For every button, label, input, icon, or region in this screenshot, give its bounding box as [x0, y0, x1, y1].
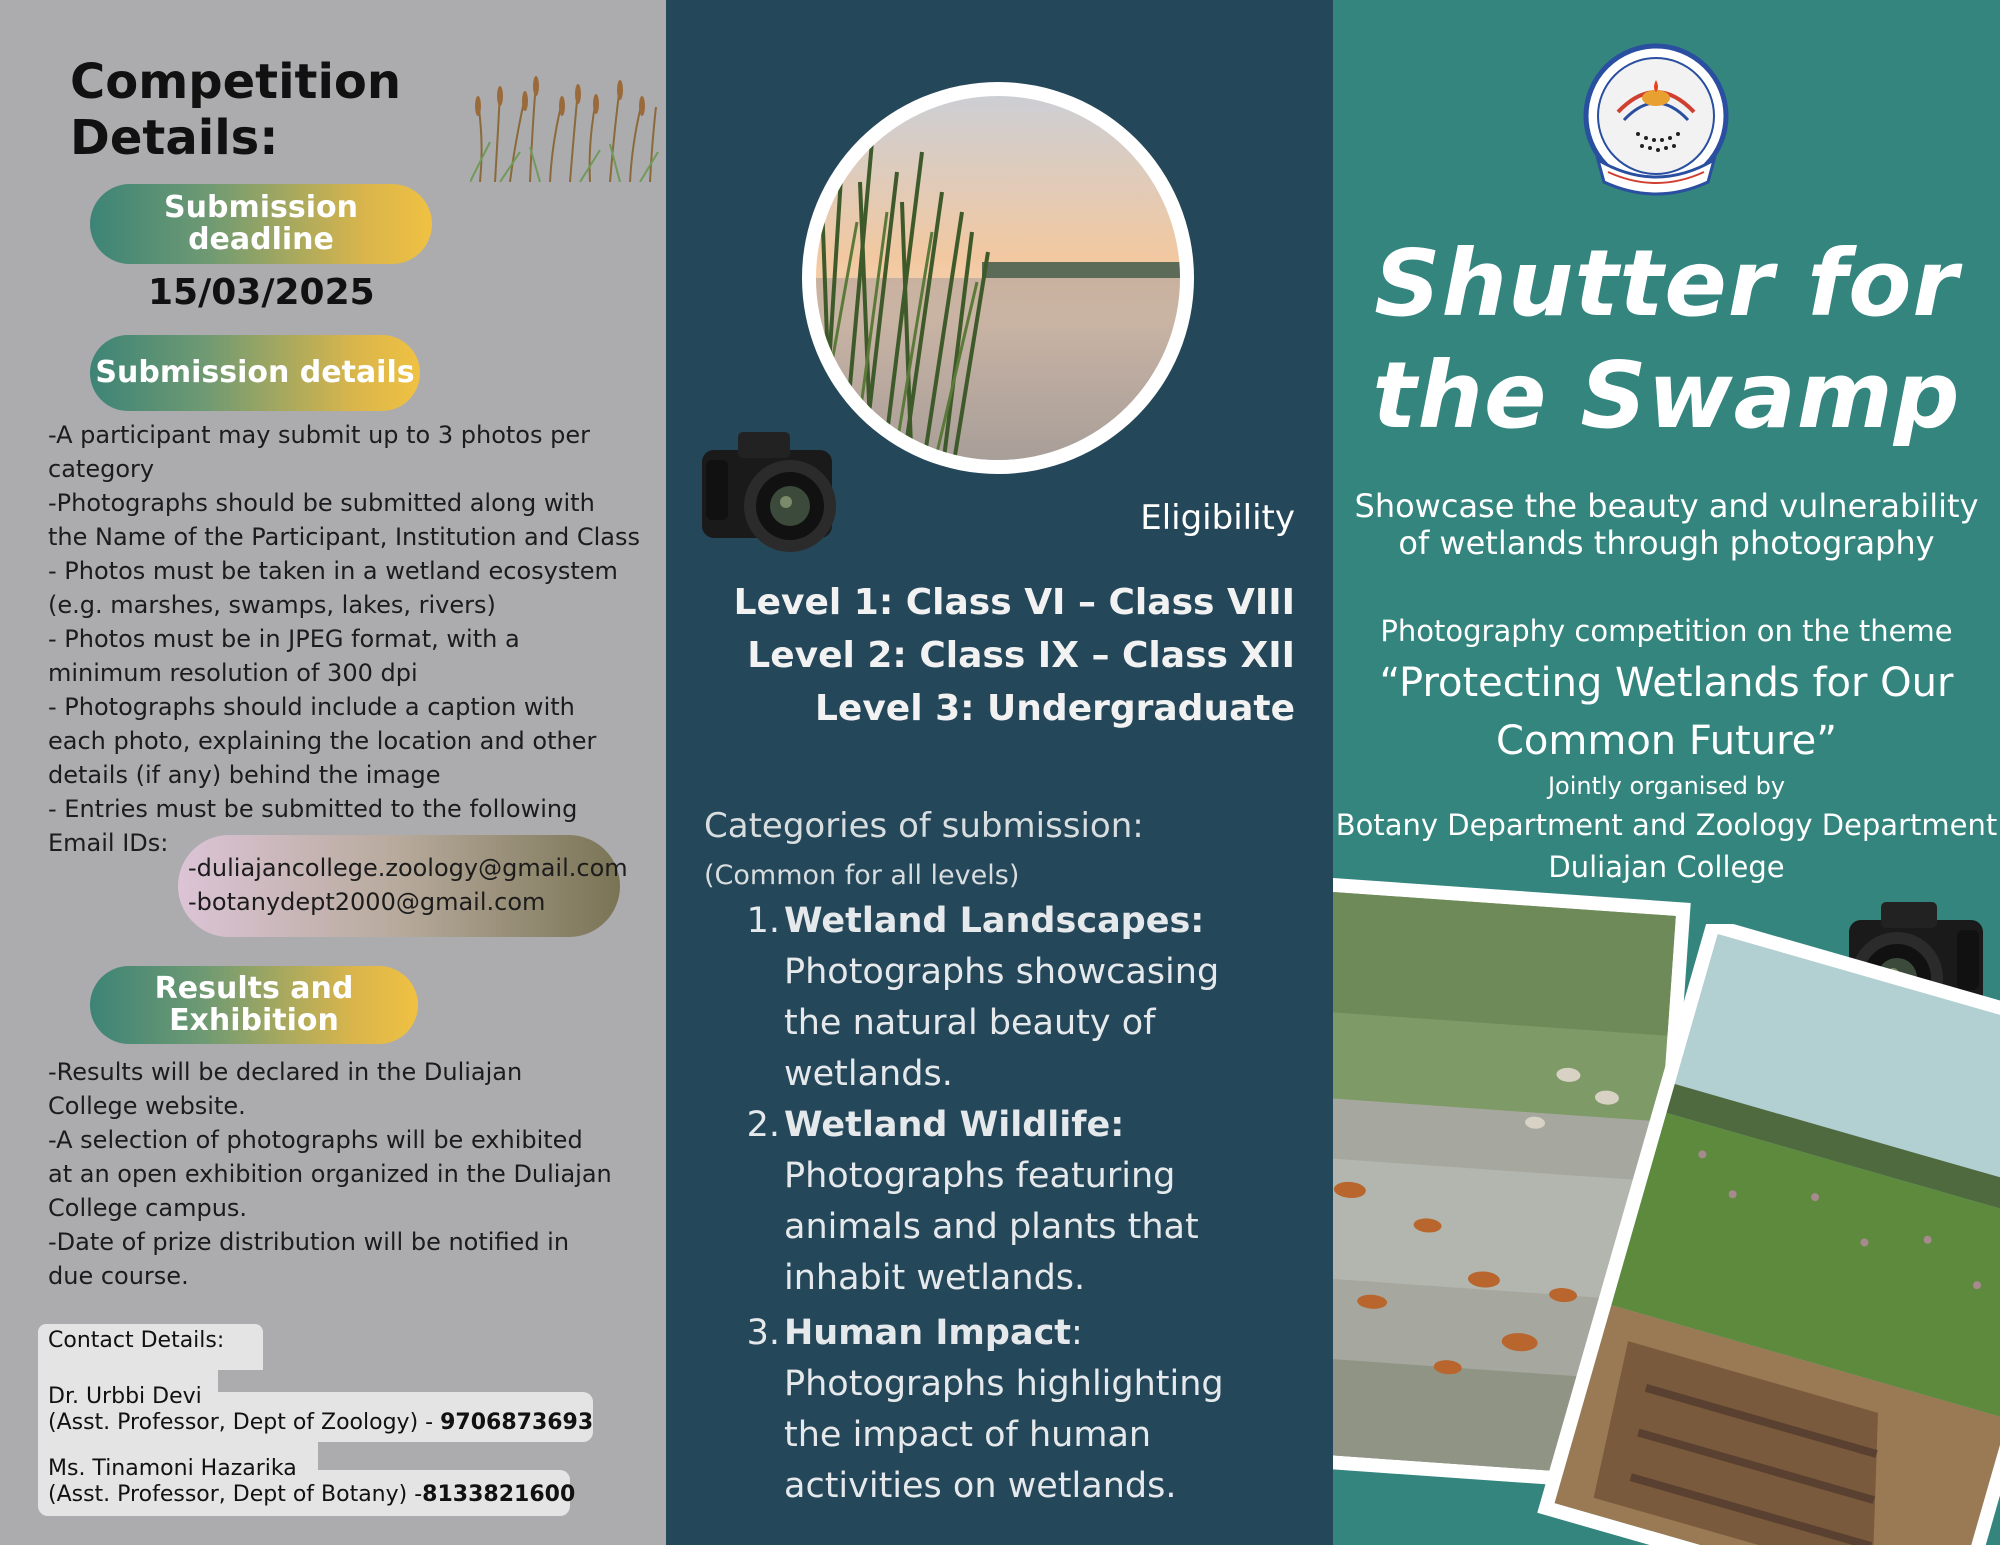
level-3: Level 3: Undergraduate: [814, 688, 1295, 729]
submission-deadline-pill: Submission deadline: [90, 184, 432, 264]
contact-title: Contact Details:: [48, 1328, 225, 1353]
camera-icon: [694, 420, 842, 560]
event-title: Shutter for the Swamp: [1372, 230, 1961, 449]
college-emblem-logo: [1578, 42, 1734, 198]
tagline: Showcase the beauty and vulnerability of wetlands through photography: [1354, 487, 1979, 562]
results-list: -Results will be declared in the Duliajan College website. -A selection of photographs will be exhibited at an open exhibition organized in the Duliajan College campus. -Date of prize distribution will be notified in due course.: [48, 1058, 612, 1290]
eligibility-title: Eligibility: [1140, 498, 1295, 538]
submission-details-pill: Submission details: [90, 335, 420, 411]
email-botany-link[interactable]: -botanydept2000@gmail.com: [188, 888, 546, 916]
categories-list: [736, 896, 1326, 1512]
organised-by: Jointly organised by: [1547, 772, 1786, 800]
email-zoology-link[interactable]: -duliajancollege.zoology@gmail.com: [188, 854, 628, 882]
right-panel: [1333, 0, 2000, 1545]
categories-note: (Common for all levels): [704, 860, 1020, 891]
contact-details: Contact Details: Dr. Urbbi Devi (Asst. Professor, Dept of Zoology) - 9706873693 Ms. Tinamoni Hazarika (Asst. Professor, Dept of Botany) -8133821600: [48, 1328, 594, 1507]
theme-title: “Protecting Wetlands for Our Common Future”: [1379, 660, 1954, 764]
middle-panel: [666, 0, 1333, 1545]
email-box: [178, 835, 628, 937]
results-exhibition-pill: Results and Exhibition: [90, 966, 418, 1044]
lake-reeds-photo: [802, 82, 1194, 474]
college-name: Duliajan College: [1548, 850, 1785, 884]
contact1-name: Dr. Urbbi Devi: [48, 1384, 202, 1409]
category-3: 3. Human Impact: Photographs highlighting the impact of human activities on wetlands.: [746, 1313, 1224, 1506]
level-1: Level 1: Class VI – Class VIII: [733, 582, 1295, 623]
categories-title: Categories of submission:: [704, 806, 1144, 846]
eligibility-levels: [734, 576, 1295, 735]
departments: Botany Department and Zoology Department: [1335, 808, 1998, 842]
left-panel: [0, 0, 666, 1545]
deadline-date: 15/03/2025: [148, 272, 375, 313]
contact1-phone[interactable]: 9706873693: [440, 1410, 594, 1435]
competition-heading: Competition Details:: [70, 54, 402, 166]
theme-intro: Photography competition on the theme: [1380, 614, 1953, 648]
submission-details-list: -A participant may submit up to 3 photos per category -Photographs should be submitted along with the Name of the Participant, Institution and Class - Photos must be taken in a wetland ecosystem (e.g. marshes, swamps, lakes, rivers) - Photos must be in JPEG format, with a minimum resolution of 300 dpi - Photographs should include a caption with each photo, explaining the location and other details (if any) behind the image - Entries must be submitted to the following Email IDs:: [48, 421, 640, 857]
level-2: Level 2: Class IX – Class XII: [747, 635, 1295, 676]
category-1: 1. Wetland Landscapes: Photographs showcasing the natural beauty of wetlands.: [746, 901, 1220, 1094]
reeds-illustration: [470, 72, 660, 182]
wetland-boat-photo: [1493, 924, 2000, 1545]
category-2: 2. Wetland Wildlife: Photographs featuring animals and plants that inhabit wetlands.: [746, 1105, 1199, 1298]
contact2-name: Ms. Tinamoni Hazarika: [48, 1456, 297, 1481]
contact2-phone[interactable]: 8133821600: [422, 1482, 576, 1507]
